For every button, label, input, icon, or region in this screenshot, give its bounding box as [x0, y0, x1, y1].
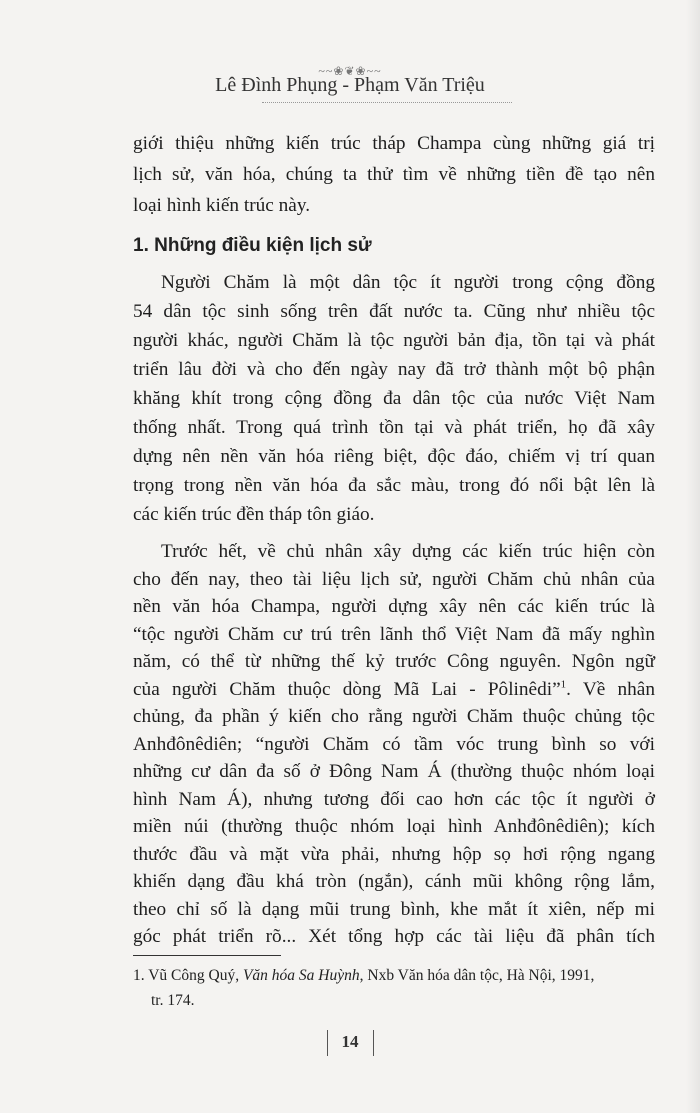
- footnote-number: 1.: [133, 967, 145, 984]
- text-line: thước đầu và mặt vừa phải, nhưng hộp sọ hơi rộng ngang: [133, 843, 655, 865]
- text-line: “tộc người Chăm cư trú trên lãnh thổ Việt Nam đã mấy nghìn: [133, 623, 655, 645]
- footnote-title: Văn hóa Sa Huỳnh: [242, 967, 360, 984]
- text-line: miền núi (thường thuộc nhóm loại hình Anhđônêdiên); kích: [133, 816, 655, 837]
- text-line: cho đến nay, theo tài liệu lịch sử, người Chăm chủ nhân của: [133, 568, 655, 590]
- footnote: [133, 963, 655, 1013]
- text-line: chủng, đa phần ý kiến cho rằng người Chăm thuộc chủng tộc: [133, 706, 655, 727]
- text-line: khiến dạng đầu khá tròn (ngắn), cánh mũi không rộng lắm,: [133, 871, 655, 892]
- page-edge-shadow: [686, 0, 700, 1113]
- paragraph-1: [133, 268, 655, 529]
- divider: [327, 1030, 328, 1056]
- text-line-with-footnote: [133, 676, 655, 704]
- text-line: 54 dân tộc sinh sống trên đất nước ta. Cũng như nhiều tộc: [133, 301, 655, 322]
- text-line: những cư dân đa số ở Đông Nam Á (thường thuộc nhóm loại: [133, 761, 655, 782]
- footnote-publisher: , Nxb Văn hóa dân tộc, Hà Nội, 1991,: [359, 967, 595, 984]
- divider: [373, 1030, 374, 1056]
- section-heading: 1. Những điều kiện lịch sử: [133, 235, 372, 256]
- text-segment: của người Chăm thuộc dòng Mã Lai - Pôlinêdi”: [133, 678, 561, 700]
- text-line: các kiến trúc đền tháp tôn giáo.: [133, 504, 375, 525]
- footnote-pages: tr. 174.: [151, 992, 195, 1009]
- text-line: Trước hết, về chủ nhân xây dựng các kiến trúc hiện còn: [161, 541, 655, 562]
- text-line: hình Nam Á), nhưng tương đối cao hơn các tộc ít người ở: [133, 788, 655, 810]
- page-number-box: [0, 1030, 700, 1056]
- text-line: Anhđônêdiên; “người Chăm có tầm vóc trung bình so với: [133, 733, 655, 755]
- ornament-icon: ~~❀❦❀~~: [318, 64, 382, 78]
- text-line: Người Chăm là một dân tộc ít người trong cộng đồng: [161, 272, 655, 293]
- text-line: lịch sử, văn hóa, chúng ta thử tìm về những tiền đề tạo nên: [133, 164, 655, 185]
- text-line: người khác, người Chăm là tộc người bản địa, tồn tại và phát: [133, 330, 655, 351]
- text-line: theo chỉ số là dạng mũi trung bình, khe mắt ít xiên, nếp mi: [133, 898, 655, 920]
- text-line: nền văn hóa Champa, người dựng xây nên các kiến trúc là: [133, 596, 655, 617]
- text-line: dựng nên nền văn hóa riêng biệt, độc đáo, chiếm vị trí quan: [133, 446, 655, 467]
- footnote-reference[interactable]: 1: [560, 678, 567, 691]
- text-line: triển lâu đời và cho đến ngày nay đã trở thành một bộ phận: [133, 359, 655, 380]
- text-line: giới thiệu những kiến trúc tháp Champa cùng những giá trị: [133, 133, 655, 154]
- running-header: Lê Đình Phụng - Phạm Văn Triệu: [215, 74, 485, 96]
- paragraph-2: [133, 538, 655, 951]
- text-line: trọng trong nền văn hóa đa sắc màu, trong đó nổi bật lên là: [133, 475, 655, 496]
- header-divider: [262, 102, 512, 103]
- page-number: 14: [341, 1031, 359, 1051]
- text-line: loại hình kiến trúc này.: [133, 195, 311, 216]
- text-line: góc phát triển rõ... Xét tổng hợp các tài liệu đã phân tích: [133, 926, 655, 947]
- text-line: khăng khít trong cộng đồng đa dân tộc của nước Việt Nam: [133, 388, 655, 409]
- footnote-line: [133, 963, 655, 988]
- intro-paragraph: [133, 128, 655, 221]
- footnote-author: Vũ Công Quý,: [148, 967, 243, 984]
- text-line: thống nhất. Trong quá trình tồn tại và phát triển, họ đã xây: [133, 417, 655, 438]
- text-line: năm, có thể từ những thế kỷ trước Công nguyên. Ngôn ngữ: [133, 651, 655, 672]
- text-segment: . Về nhân: [566, 678, 655, 700]
- footnote-divider: [133, 955, 281, 956]
